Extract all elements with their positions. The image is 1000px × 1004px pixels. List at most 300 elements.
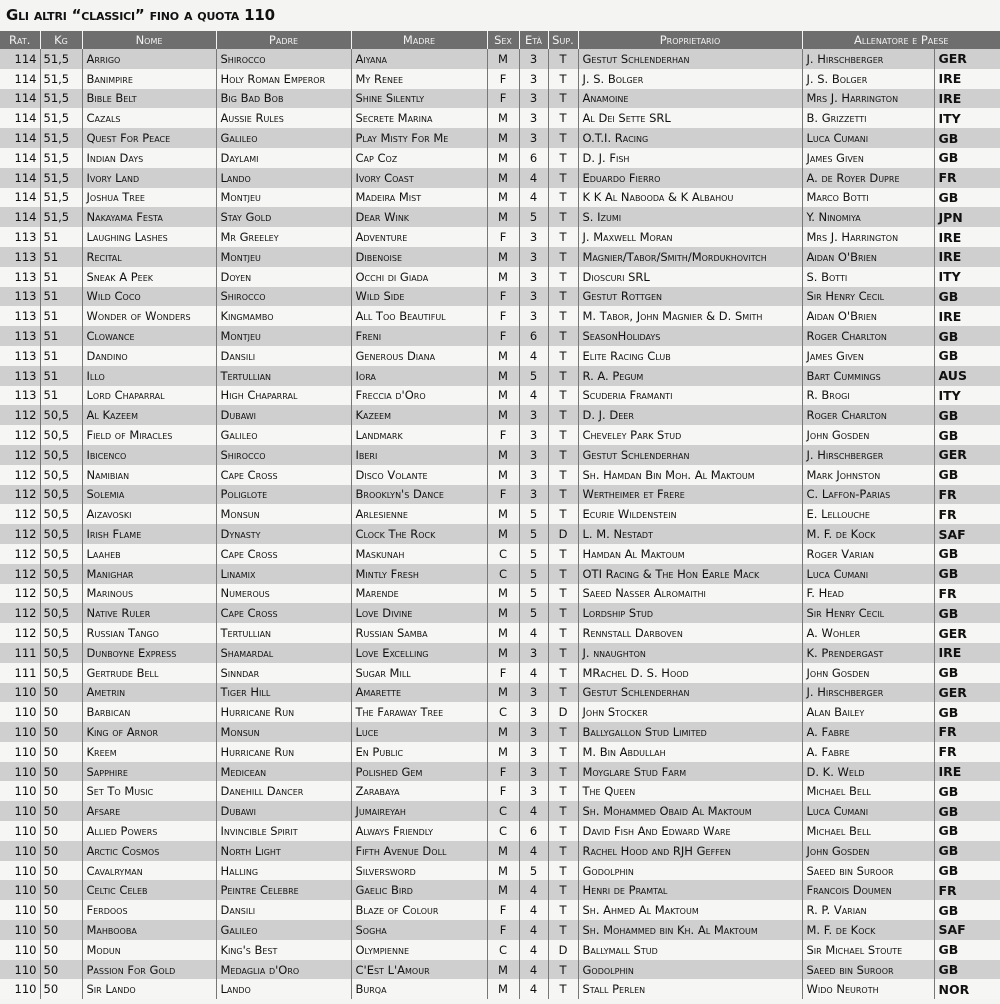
dam-cell: Luce	[351, 722, 487, 742]
trainer-cell: S. Botti	[802, 267, 934, 287]
dam-cell: Silversword	[351, 861, 487, 881]
page-title: Gli altri “classici” fino a quota 110	[6, 6, 275, 24]
dam-cell: Kazeem	[351, 405, 487, 425]
dam-cell: Generous Diana	[351, 346, 487, 366]
sex-cell: M	[487, 148, 519, 168]
table-row	[0, 722, 1000, 742]
surface-cell: T	[548, 504, 578, 524]
weight-cell: 50	[40, 683, 82, 703]
owner-cell: Scuderia Framanti	[578, 386, 802, 406]
trainer-cell: Michael Bell	[802, 821, 934, 841]
owner-cell: Gestut Schlenderhan	[578, 49, 802, 69]
country-cell: FR	[934, 584, 1000, 604]
surface-cell: T	[548, 227, 578, 247]
sire-cell: Halling	[216, 861, 351, 881]
country-cell: GB	[934, 287, 1000, 307]
surface-cell: D	[548, 524, 578, 544]
country-cell: GB	[934, 841, 1000, 861]
weight-cell: 50,5	[40, 425, 82, 445]
trainer-cell: John Gosden	[802, 663, 934, 683]
age-cell: 5	[519, 207, 548, 227]
trainer-cell: Wido Neuroth	[802, 979, 934, 999]
col-header-eta: Età	[519, 31, 548, 49]
rating-cell: 114	[0, 69, 40, 89]
sire-cell: Monsun	[216, 722, 351, 742]
table-row	[0, 683, 1000, 703]
age-cell: 6	[519, 326, 548, 346]
dam-cell: Polished Gem	[351, 762, 487, 782]
sire-cell: Monsun	[216, 504, 351, 524]
surface-cell: T	[548, 841, 578, 861]
sex-cell: C	[487, 940, 519, 960]
table-row	[0, 960, 1000, 980]
owner-cell: Sh. Hamdan Bin Moh. Al Maktoum	[578, 465, 802, 485]
sex-cell: M	[487, 979, 519, 999]
rating-cell: 112	[0, 425, 40, 445]
rating-cell: 114	[0, 188, 40, 208]
sire-cell: High Chaparral	[216, 386, 351, 406]
sex-cell: M	[487, 524, 519, 544]
horse-name-cell: Irish Flame	[82, 524, 216, 544]
horse-name-cell: Dandino	[82, 346, 216, 366]
sex-cell: M	[487, 861, 519, 881]
trainer-cell: E. Lellouche	[802, 504, 934, 524]
owner-cell: Anamoine	[578, 89, 802, 109]
weight-cell: 50	[40, 801, 82, 821]
sire-cell: North Light	[216, 841, 351, 861]
weight-cell: 50	[40, 979, 82, 999]
age-cell: 3	[519, 227, 548, 247]
rating-cell: 113	[0, 386, 40, 406]
trainer-cell: A. de Royer Dupre	[802, 168, 934, 188]
surface-cell: T	[548, 89, 578, 109]
rating-cell: 110	[0, 742, 40, 762]
table-row	[0, 366, 1000, 386]
table-row	[0, 247, 1000, 267]
sex-cell: F	[487, 69, 519, 89]
trainer-cell: John Gosden	[802, 841, 934, 861]
dam-cell: Clock The Rock	[351, 524, 487, 544]
country-cell: GB	[934, 544, 1000, 564]
sire-cell: Lando	[216, 168, 351, 188]
col-header-nome: Nome	[82, 31, 216, 49]
horse-name-cell: Laughing Lashes	[82, 227, 216, 247]
owner-cell: Gestut Rottgen	[578, 287, 802, 307]
surface-cell: T	[548, 366, 578, 386]
owner-cell: Ballygallon Stud Limited	[578, 722, 802, 742]
table-row	[0, 663, 1000, 683]
dam-cell: Jumaireyah	[351, 801, 487, 821]
surface-cell: T	[548, 425, 578, 445]
table-row	[0, 188, 1000, 208]
horse-name-cell: Modun	[82, 940, 216, 960]
table-row	[0, 801, 1000, 821]
age-cell: 3	[519, 306, 548, 326]
dam-cell: Sogha	[351, 920, 487, 940]
age-cell: 4	[519, 188, 548, 208]
dam-cell: C'Est L'Amour	[351, 960, 487, 980]
trainer-cell: Sir Henry Cecil	[802, 603, 934, 623]
dam-cell: Freni	[351, 326, 487, 346]
owner-cell: Henri de Pramtal	[578, 880, 802, 900]
trainer-cell: Saeed bin Suroor	[802, 960, 934, 980]
weight-cell: 51,5	[40, 188, 82, 208]
table-row	[0, 49, 1000, 69]
age-cell: 6	[519, 821, 548, 841]
weight-cell: 50,5	[40, 663, 82, 683]
table-row	[0, 841, 1000, 861]
age-cell: 3	[519, 267, 548, 287]
sire-cell: Medaglia d'Oro	[216, 960, 351, 980]
weight-cell: 50	[40, 880, 82, 900]
horse-name-cell: Russian Tango	[82, 623, 216, 643]
rating-cell: 113	[0, 366, 40, 386]
rating-cell: 111	[0, 663, 40, 683]
sire-cell: Montjeu	[216, 188, 351, 208]
country-cell: SAF	[934, 920, 1000, 940]
table-row	[0, 287, 1000, 307]
col-header-padre: Padre	[216, 31, 351, 49]
owner-cell: OTI Racing & The Hon Earle Mack	[578, 564, 802, 584]
sire-cell: Invincible Spirit	[216, 821, 351, 841]
horse-name-cell: Cazals	[82, 108, 216, 128]
table-row	[0, 227, 1000, 247]
surface-cell: T	[548, 69, 578, 89]
rating-cell: 112	[0, 485, 40, 505]
sex-cell: C	[487, 564, 519, 584]
surface-cell: T	[548, 148, 578, 168]
country-cell: IRE	[934, 89, 1000, 109]
trainer-cell: Mrs J. Harrington	[802, 89, 934, 109]
horse-name-cell: Ivory Land	[82, 168, 216, 188]
sex-cell: M	[487, 346, 519, 366]
trainer-cell: C. Laffon-Parias	[802, 485, 934, 505]
country-cell: FR	[934, 504, 1000, 524]
weight-cell: 50,5	[40, 564, 82, 584]
country-cell: GB	[934, 425, 1000, 445]
rating-cell: 112	[0, 544, 40, 564]
table-row	[0, 564, 1000, 584]
horse-name-cell: Celtic Celeb	[82, 880, 216, 900]
country-cell: GB	[934, 188, 1000, 208]
horse-name-cell: Set To Music	[82, 781, 216, 801]
sex-cell: M	[487, 188, 519, 208]
sex-cell: C	[487, 702, 519, 722]
country-cell: GB	[934, 346, 1000, 366]
sire-cell: Dansili	[216, 900, 351, 920]
sex-cell: M	[487, 584, 519, 604]
trainer-cell: Mark Johnston	[802, 465, 934, 485]
table-row	[0, 702, 1000, 722]
table-row	[0, 267, 1000, 287]
surface-cell: T	[548, 128, 578, 148]
sire-cell: Sinndar	[216, 663, 351, 683]
surface-cell: D	[548, 940, 578, 960]
weight-cell: 51,5	[40, 207, 82, 227]
sire-cell: Holy Roman Emperor	[216, 69, 351, 89]
owner-cell: Sh. Mohammed bin Kh. Al Maktoum	[578, 920, 802, 940]
age-cell: 4	[519, 940, 548, 960]
age-cell: 3	[519, 108, 548, 128]
owner-cell: Godolphin	[578, 861, 802, 881]
dam-cell: Arlesienne	[351, 504, 487, 524]
country-cell: ITY	[934, 386, 1000, 406]
surface-cell: T	[548, 821, 578, 841]
sex-cell: F	[487, 781, 519, 801]
surface-cell: T	[548, 267, 578, 287]
age-cell: 3	[519, 69, 548, 89]
rating-cell: 112	[0, 504, 40, 524]
owner-cell: Eduardo Fierro	[578, 168, 802, 188]
weight-cell: 50,5	[40, 465, 82, 485]
dam-cell: Maskunah	[351, 544, 487, 564]
dam-cell: Brooklyn's Dance	[351, 485, 487, 505]
weight-cell: 51	[40, 287, 82, 307]
country-cell: GB	[934, 940, 1000, 960]
sex-cell: F	[487, 485, 519, 505]
sex-cell: F	[487, 425, 519, 445]
table-row	[0, 544, 1000, 564]
country-cell: IRE	[934, 247, 1000, 267]
age-cell: 3	[519, 247, 548, 267]
sex-cell: M	[487, 683, 519, 703]
rating-cell: 112	[0, 405, 40, 425]
owner-cell: Cheveley Park Stud	[578, 425, 802, 445]
horse-name-cell: Barbican	[82, 702, 216, 722]
owner-cell: Ecurie Wildenstein	[578, 504, 802, 524]
rating-cell: 110	[0, 861, 40, 881]
surface-cell: T	[548, 643, 578, 663]
surface-cell: T	[548, 861, 578, 881]
sex-cell: M	[487, 386, 519, 406]
sex-cell: M	[487, 366, 519, 386]
country-cell: ITY	[934, 108, 1000, 128]
trainer-cell: Luca Cumani	[802, 128, 934, 148]
surface-cell: T	[548, 207, 578, 227]
trainer-cell: M. F. de Kock	[802, 524, 934, 544]
table-row	[0, 425, 1000, 445]
horse-name-cell: Clowance	[82, 326, 216, 346]
dam-cell: Love Excelling	[351, 643, 487, 663]
country-cell: GB	[934, 960, 1000, 980]
age-cell: 6	[519, 148, 548, 168]
col-header-rat: Rat.	[0, 31, 40, 49]
trainer-cell: Michael Bell	[802, 781, 934, 801]
horse-name-cell: Field of Miracles	[82, 425, 216, 445]
sex-cell: M	[487, 247, 519, 267]
dam-cell: The Faraway Tree	[351, 702, 487, 722]
surface-cell: T	[548, 880, 578, 900]
sex-cell: M	[487, 49, 519, 69]
country-cell: GB	[934, 663, 1000, 683]
horse-name-cell: Native Ruler	[82, 603, 216, 623]
weight-cell: 50	[40, 900, 82, 920]
dam-cell: Burqa	[351, 979, 487, 999]
trainer-cell: Aidan O'Brien	[802, 306, 934, 326]
table-row	[0, 880, 1000, 900]
sex-cell: M	[487, 742, 519, 762]
rating-cell: 112	[0, 584, 40, 604]
horse-name-cell: Manighar	[82, 564, 216, 584]
dam-cell: Cap Coz	[351, 148, 487, 168]
col-header-madre: Madre	[351, 31, 487, 49]
sire-cell: Shirocco	[216, 287, 351, 307]
age-cell: 3	[519, 781, 548, 801]
sex-cell: C	[487, 544, 519, 564]
horse-name-cell: Laaheb	[82, 544, 216, 564]
weight-cell: 50,5	[40, 603, 82, 623]
horse-name-cell: Wild Coco	[82, 287, 216, 307]
age-cell: 5	[519, 544, 548, 564]
dam-cell: Dibenoise	[351, 247, 487, 267]
country-cell: GB	[934, 405, 1000, 425]
weight-cell: 51,5	[40, 69, 82, 89]
owner-cell: Sh. Ahmed Al Maktoum	[578, 900, 802, 920]
country-cell: NOR	[934, 979, 1000, 999]
surface-cell: T	[548, 722, 578, 742]
trainer-cell: Alan Bailey	[802, 702, 934, 722]
age-cell: 3	[519, 287, 548, 307]
sire-cell: Montjeu	[216, 326, 351, 346]
rating-cell: 113	[0, 326, 40, 346]
trainer-cell: M. F. de Kock	[802, 920, 934, 940]
horse-name-cell: Namibian	[82, 465, 216, 485]
table-row	[0, 168, 1000, 188]
sex-cell: M	[487, 960, 519, 980]
sire-cell: Cape Cross	[216, 603, 351, 623]
dam-cell: Gaelic Bird	[351, 880, 487, 900]
table-row	[0, 346, 1000, 366]
rating-cell: 110	[0, 781, 40, 801]
rating-cell: 113	[0, 267, 40, 287]
dam-cell: Play Misty For Me	[351, 128, 487, 148]
country-cell: GB	[934, 603, 1000, 623]
age-cell: 3	[519, 465, 548, 485]
rating-cell: 110	[0, 821, 40, 841]
table-row	[0, 69, 1000, 89]
surface-cell: T	[548, 801, 578, 821]
owner-cell: Sh. Mohammed Obaid Al Maktoum	[578, 801, 802, 821]
owner-cell: O.T.I. Racing	[578, 128, 802, 148]
dam-cell: Wild Side	[351, 287, 487, 307]
trainer-cell: Luca Cumani	[802, 564, 934, 584]
trainer-cell: K. Prendergast	[802, 643, 934, 663]
owner-cell: Wertheimer et Frere	[578, 485, 802, 505]
sire-cell: Peintre Celebre	[216, 880, 351, 900]
owner-cell: J. Maxwell Moran	[578, 227, 802, 247]
table-row	[0, 643, 1000, 663]
rating-cell: 110	[0, 841, 40, 861]
surface-cell: T	[548, 623, 578, 643]
table-row	[0, 742, 1000, 762]
sex-cell: F	[487, 900, 519, 920]
weight-cell: 50	[40, 722, 82, 742]
trainer-cell: A. Fabre	[802, 722, 934, 742]
country-cell: GER	[934, 49, 1000, 69]
sire-cell: Shirocco	[216, 49, 351, 69]
col-header-sex: Sex	[487, 31, 519, 49]
trainer-cell: Saeed bin Suroor	[802, 861, 934, 881]
sire-cell: Medicean	[216, 762, 351, 782]
dam-cell: Blaze of Colour	[351, 900, 487, 920]
surface-cell: T	[548, 188, 578, 208]
age-cell: 4	[519, 663, 548, 683]
trainer-cell: John Gosden	[802, 425, 934, 445]
age-cell: 4	[519, 168, 548, 188]
age-cell: 4	[519, 841, 548, 861]
rating-cell: 110	[0, 940, 40, 960]
country-cell: GER	[934, 623, 1000, 643]
country-cell: GB	[934, 465, 1000, 485]
sire-cell: Danehill Dancer	[216, 781, 351, 801]
rating-cell: 114	[0, 49, 40, 69]
weight-cell: 51,5	[40, 108, 82, 128]
horse-name-cell: Lord Chaparral	[82, 386, 216, 406]
sex-cell: M	[487, 722, 519, 742]
rating-cell: 111	[0, 643, 40, 663]
weight-cell: 51	[40, 267, 82, 287]
owner-cell: David Fish And Edward Ware	[578, 821, 802, 841]
country-cell: GB	[934, 564, 1000, 584]
owner-cell: Dioscuri SRL	[578, 267, 802, 287]
age-cell: 4	[519, 801, 548, 821]
dam-cell: Shine Silently	[351, 89, 487, 109]
sire-cell: Shirocco	[216, 445, 351, 465]
sex-cell: F	[487, 306, 519, 326]
horse-name-cell: Banimpire	[82, 69, 216, 89]
sire-cell: Lando	[216, 979, 351, 999]
country-cell: FR	[934, 742, 1000, 762]
age-cell: 3	[519, 683, 548, 703]
weight-cell: 51,5	[40, 89, 82, 109]
trainer-cell: J. S. Bolger	[802, 69, 934, 89]
surface-cell: T	[548, 683, 578, 703]
weight-cell: 51	[40, 386, 82, 406]
country-cell: FR	[934, 168, 1000, 188]
rating-cell: 112	[0, 465, 40, 485]
country-cell: GB	[934, 781, 1000, 801]
horse-name-cell: Aizavoski	[82, 504, 216, 524]
country-cell: GB	[934, 128, 1000, 148]
rating-cell: 113	[0, 227, 40, 247]
dam-cell: Landmark	[351, 425, 487, 445]
trainer-cell: J. Hirschberger	[802, 49, 934, 69]
sire-cell: Kingmambo	[216, 306, 351, 326]
surface-cell: T	[548, 584, 578, 604]
country-cell: GB	[934, 148, 1000, 168]
age-cell: 5	[519, 366, 548, 386]
owner-cell: Ballymall Stud	[578, 940, 802, 960]
owner-cell: Al Dei Sette SRL	[578, 108, 802, 128]
dam-cell: Secrete Marina	[351, 108, 487, 128]
dam-cell: Iberi	[351, 445, 487, 465]
country-cell: GB	[934, 821, 1000, 841]
country-cell: GER	[934, 683, 1000, 703]
sex-cell: M	[487, 603, 519, 623]
col-header-sup: Sup.	[548, 31, 578, 49]
trainer-cell: Roger Charlton	[802, 326, 934, 346]
dam-cell: Disco Volante	[351, 465, 487, 485]
horse-name-cell: Marinous	[82, 584, 216, 604]
rating-cell: 112	[0, 603, 40, 623]
sex-cell: M	[487, 128, 519, 148]
rating-cell: 110	[0, 920, 40, 940]
trainer-cell: B. Grizzetti	[802, 108, 934, 128]
table-row	[0, 900, 1000, 920]
surface-cell: T	[548, 108, 578, 128]
table-row	[0, 603, 1000, 623]
table-row	[0, 861, 1000, 881]
